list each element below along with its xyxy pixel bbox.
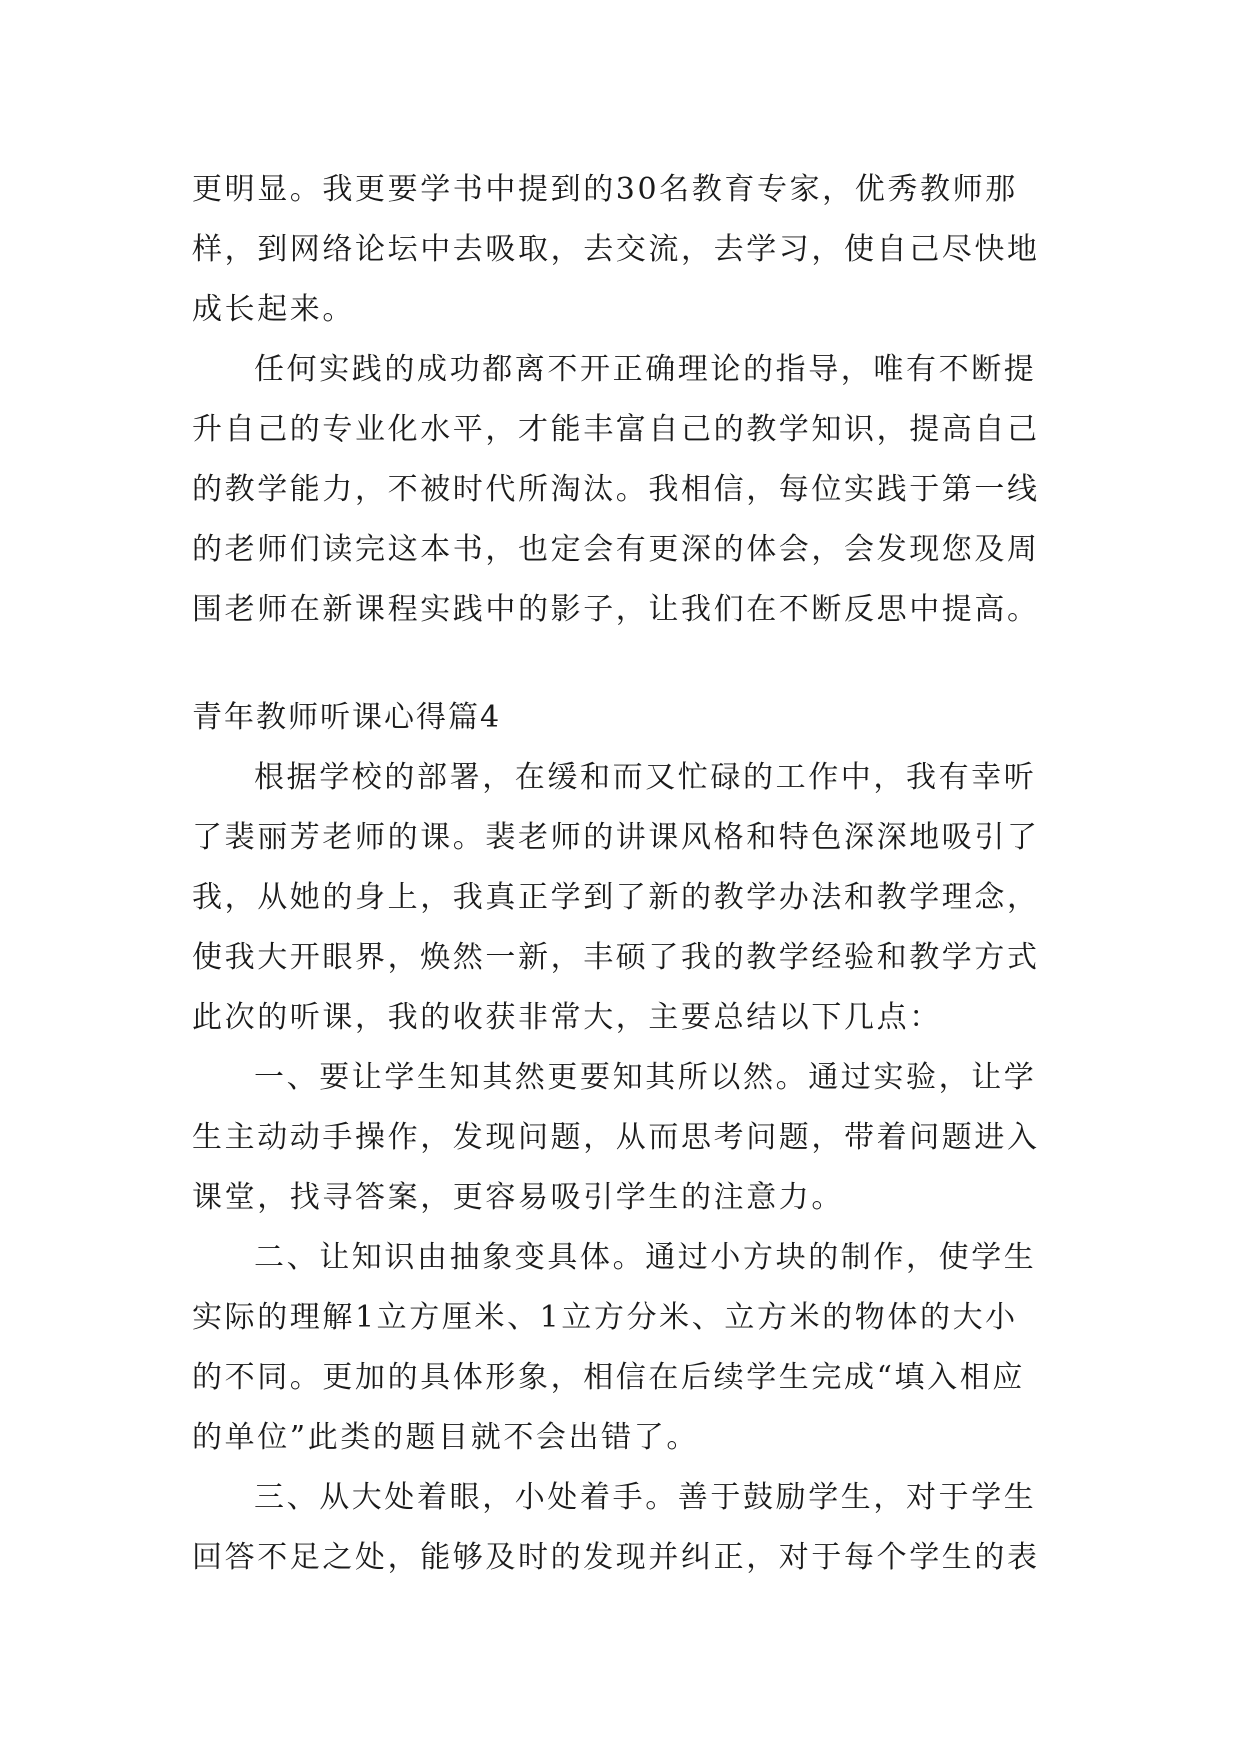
paragraph <box>192 340 1072 640</box>
text-line: 更明显。我更要学书中提到的30名教育专家，优秀教师那 <box>192 172 1018 207</box>
paragraph <box>192 748 1072 1048</box>
text-line: 的老师们读完这本书，也定会有更深的体会，会发现您及周 <box>192 532 1040 567</box>
text-line: 的单位”此类的题目就不会出错了。 <box>192 1420 699 1455</box>
text-line: 了裴丽芳老师的课。裴老师的讲课风格和特色深深地吸引了 <box>192 820 1040 855</box>
text-line: 此次的听课，我的收获非常大，主要总结以下几点： <box>192 1000 942 1035</box>
section-title: 青年教师听课心得篇4 <box>192 700 502 735</box>
text-line: 根据学校的部署，在缓和而又忙碌的工作中，我有幸听 <box>254 760 1037 795</box>
text-line: 三、从大处着眼，小处着手。善于鼓励学生，对于学生 <box>254 1480 1037 1515</box>
text-line: 二、让知识由抽象变具体。通过小方块的制作，使学生 <box>254 1240 1037 1275</box>
text-line: 一、要让学生知其然更要知其所以然。通过实验，让学 <box>254 1060 1037 1095</box>
text-line: 的不同。更加的具体形象，相信在后续学生完成“填入相应 <box>192 1360 1025 1395</box>
text-line: 样，到网络论坛中去吸取，去交流，去学习，使自己尽快地 <box>192 232 1040 267</box>
text-line: 升自己的专业化水平，才能丰富自己的教学知识，提高自己 <box>192 412 1040 447</box>
document-page <box>192 160 1072 1588</box>
text-line: 的教学能力，不被时代所淘汰。我相信，每位实践于第一线 <box>192 472 1040 507</box>
text-line: 使我大开眼界，焕然一新，丰硕了我的教学经验和教学方式 <box>192 940 1040 975</box>
paragraph <box>192 1228 1072 1468</box>
paragraph <box>192 1048 1072 1228</box>
text-line: 课堂，找寻答案，更容易吸引学生的注意力。 <box>192 1180 844 1215</box>
text-line: 围老师在新课程实践中的影子，让我们在不断反思中提高。 <box>192 592 1040 627</box>
section-gap <box>192 640 1072 688</box>
paragraph <box>192 1468 1072 1588</box>
text-line: 回答不足之处，能够及时的发现并纠正，对于每个学生的表 <box>192 1540 1040 1575</box>
text-line: 任何实践的成功都离不开正确理论的指导，唯有不断提 <box>254 352 1037 387</box>
text-line: 实际的理解1立方厘米、1立方分米、立方米的物体的大小 <box>192 1300 1018 1335</box>
text-line: 生主动动手操作，发现问题，从而思考问题，带着问题进入 <box>192 1120 1040 1155</box>
paragraph-continued <box>192 160 1072 340</box>
text-line: 我，从她的身上，我真正学到了新的教学办法和教学理念， <box>192 880 1040 915</box>
text-line: 成长起来。 <box>192 292 355 327</box>
